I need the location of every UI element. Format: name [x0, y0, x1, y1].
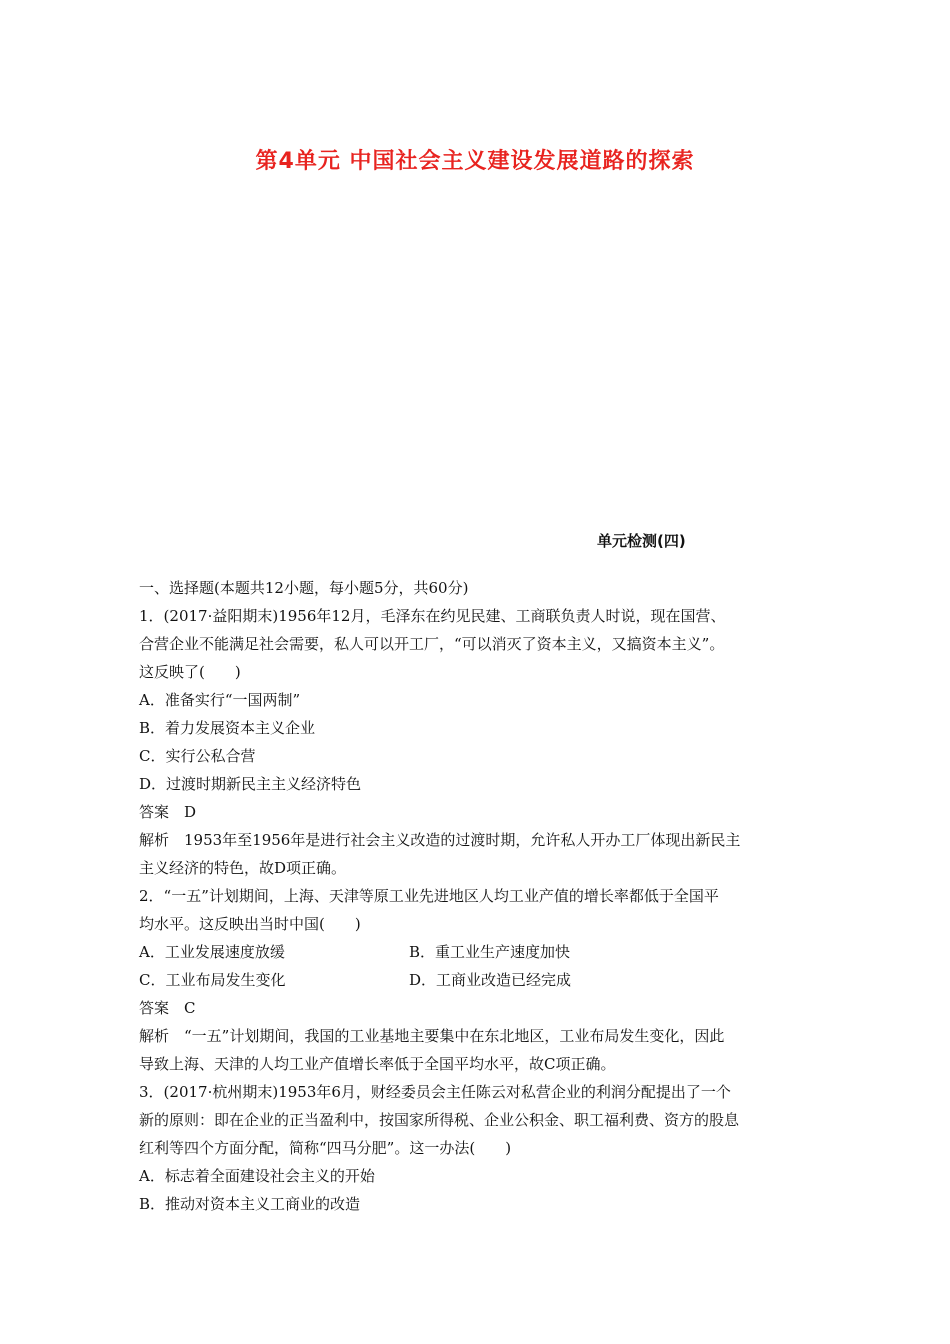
question-3	[139, 1078, 819, 1218]
document-body	[139, 574, 819, 1218]
analysis-line: 主义经济的特色，故D项正确。	[139, 859, 347, 877]
answer: 答案 C	[139, 999, 196, 1017]
option-b: B．重工业生产速度加快	[409, 943, 571, 961]
option-b: B．推动对资本主义工商业的改造	[139, 1195, 361, 1213]
analysis-line: 解析 1953年至1956年是进行社会主义改造的过渡时期，允许私人开办工厂体现出新民主	[139, 831, 741, 849]
option-a: A．标志着全面建设社会主义的开始	[139, 1167, 375, 1185]
question-stem-line: 合营企业不能满足社会需要，私人可以开工厂，“可以消灭了资本主义，又搞资本主义”。	[139, 635, 725, 653]
document-title: 第4单元 中国社会主义建设发展道路的探索	[255, 149, 695, 174]
unit-test-label: 单元检测(四)	[597, 532, 686, 550]
analysis-line: 解析 “一五”计划期间，我国的工业基地主要集中在东北地区，工业布局发生变化，因此	[139, 1027, 725, 1045]
option-c: C．工业布局发生变化	[139, 971, 286, 989]
option-b: B．着力发展资本主义企业	[139, 719, 316, 737]
question-stem-line: 3．(2017·杭州期末)1953年6月，财经委员会主任陈云对私营企业的利润分配提出了一个	[139, 1083, 731, 1101]
section-header: 一、选择题(本题共12小题，每小题5分，共60分)	[139, 579, 469, 597]
analysis-line: 导致上海、天津的人均工业产值增长率低于全国平均水平，故C项正确。	[139, 1055, 616, 1073]
question-stem-line: 新的原则：即在企业的正当盈利中，按国家所得税、企业公积金、职工福利费、资方的股息	[139, 1111, 740, 1129]
question-stem-line: 1．(2017·益阳期末)1956年12月，毛泽东在约见民建、工商联负责人时说，现在国营、	[139, 607, 726, 625]
option-d: D．工商业改造已经完成	[409, 971, 572, 989]
question-stem-line: 2．“一五”计划期间，上海、天津等原工业先进地区人均工业产值的增长率都低于全国平	[139, 887, 719, 905]
options-row	[139, 938, 819, 966]
question-stem-line: 这反映了( )	[139, 663, 241, 681]
question-1	[139, 602, 819, 882]
option-c: C．实行公私合营	[139, 747, 256, 765]
option-a: A．工业发展速度放缓	[139, 943, 285, 961]
option-a: A．准备实行“一国两制”	[139, 691, 301, 709]
question-stem-line: 均水平。这反映出当时中国( )	[139, 915, 361, 933]
answer: 答案 D	[139, 803, 197, 821]
option-d: D．过渡时期新民主主义经济特色	[139, 775, 362, 793]
question-2	[139, 882, 819, 1078]
question-stem-line: 红利等四个方面分配，简称“四马分肥”。这一办法( )	[139, 1139, 512, 1157]
options-row	[139, 966, 819, 994]
